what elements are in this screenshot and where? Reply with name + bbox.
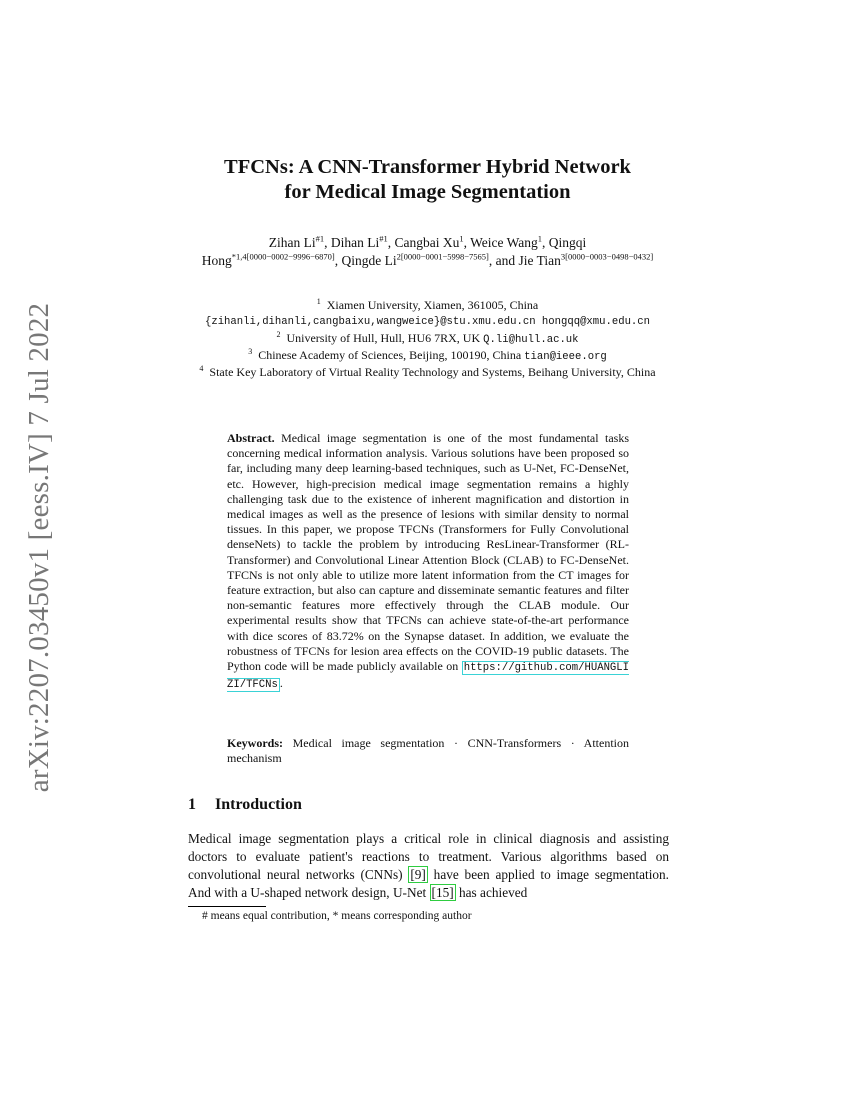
paper-title [150, 155, 705, 205]
author-superscript: 3[0000−0003−0498−0432] [560, 251, 654, 262]
author-superscript: 1 [459, 233, 464, 244]
email: tian@ieee.org [524, 350, 607, 363]
author-name: Cangbai Xu [394, 235, 460, 250]
affiliation-number: 3 [248, 346, 253, 356]
affiliation-1 [180, 298, 675, 313]
abstract-text: Medical image segmentation is one of the most fundamental tasks concerning medical information analysis. Various solutions have been proposed so far, including many deep learning-based techniques, such as U-Net, FC-DenseNet, etc. However, high-precision medical image segmentation remains a highly challenging task due to the existence of inherent magnification and distortion in medical images as well as the presence of lesions with similar density to normal tissues. In this paper, we propose TFCNs (Transformers for Fully Convolutional denseNets) to tackle the problem by introducing ResLinear-Transformer (RL-Transformer) and Convolutional Linear Attention Block (CLAB) to FC-DenseNet. TFCNs is not only able to utilize more latent information from the CT images for feature extraction, but also can capture and disseminate semantic features and filter non-semantic features more effectively through the CLAB module. Our experimental results show that TFCNs can achieve state-of-the-art performance with dice scores of 83.72% on the Synapse dataset. In addition, we evaluate the robustness of TFCNs for lesion area effects on the COVID-19 public datasets. The Python code will be made publicly available on [227, 431, 630, 674]
author-superscript: 2[0000−0001−5998−7565] [396, 251, 489, 262]
intro-text-2: have been applied to image segmentation. And with a U-shaped network design, U-Net [188, 867, 670, 900]
author-name: Zihan Li [268, 235, 316, 250]
author-name: Weice Wang [470, 235, 538, 250]
intro-paragraph [188, 830, 669, 902]
affiliation-text: State Key Laboratory of Virtual Reality Technology and Systems, Beihang University, China [209, 365, 656, 380]
intro-text-3: has achieved [459, 885, 528, 900]
citation-link[interactable]: [15] [431, 885, 454, 900]
affiliation-number: 4 [199, 364, 204, 374]
affiliations [180, 298, 675, 380]
title-line-1: TFCNs: A CNN-Transformer Hybrid Network [224, 156, 631, 178]
keywords-label: Keywords: [227, 736, 283, 750]
email: Q.li@hull.ac.uk [483, 333, 579, 346]
keywords-text: Medical image segmentation · CNN-Transformers · Attention mechanism [227, 736, 629, 766]
section-number: 1 [188, 796, 196, 813]
author-superscript: 1 [537, 233, 543, 244]
affiliation-text: Chinese Academy of Sciences, Beijing, 100190, China [258, 347, 522, 362]
github-link[interactable]: https://github.com/HUANGLIZI/TFCNs [227, 662, 630, 692]
footnote: # means equal contribution, * means corresponding author [202, 910, 472, 922]
author-superscript: #1 [315, 233, 325, 244]
intro-text-1: Medical image segmentation plays a critical role in clinical diagnosis and assisting doctors to evaluate patient's reactions to treatment. Various algorithms based on convolutional neural networks (CNNs) [188, 831, 669, 882]
author-superscript: *1,4[0000−0002−9996−6870] [231, 251, 335, 262]
section-title: Introduction [215, 796, 302, 813]
abstract-label: Abstract. [227, 431, 275, 445]
arxiv-id-text: arXiv:2207.03450v1 [eess.IV] 7 Jul 2022 [23, 302, 56, 792]
title-line-2: for Medical Image Segmentation [284, 181, 571, 203]
affiliation-number: 2 [276, 329, 281, 339]
email-list: {zihanli,dihanli,cangbaixu,wangweice}@stu.xmu.edu.cn hongqq@xmu.edu.cn [204, 316, 650, 329]
footnote-rule [188, 906, 266, 907]
abstract [227, 431, 629, 693]
author-name: Jie Tian [518, 253, 561, 268]
keywords [227, 736, 629, 766]
author-list: Zihan Li$^{\#1}$, Dihan Li$^{\#1}$, Cangbai Xu$^1$, Weice Wang$^1$, Qingqi Hong$^{*1,4[0000-0002-9996-6870]}$, Qingde $Li^{2[0000-0001-5998-7565]}$, and Jie Tian$^{3[0000-0003-0498-0432]}$ [201, 233, 654, 268]
author-superscript: #1 [379, 233, 388, 244]
author-name: Qingde Li [341, 253, 397, 268]
author-name: Dihan Li [330, 235, 380, 250]
citation-link[interactable]: [9] [410, 867, 426, 882]
section-heading [188, 795, 302, 815]
abstract-end: . [279, 676, 283, 691]
affiliation-number: 1 [316, 297, 321, 306]
affiliation-4 [180, 365, 675, 380]
author-name: Qingqi Hong [201, 235, 587, 268]
affiliation-1-emails [180, 313, 675, 330]
arxiv-identifier [20, 302, 60, 792]
affiliation-2 [180, 331, 675, 348]
affiliation-3 [180, 348, 675, 365]
affiliation-text: University of Hull, Hull, HU6 7RX, UK [286, 330, 481, 345]
affiliation-text: Xiamen University, Xiamen, 361005, China [326, 298, 539, 312]
